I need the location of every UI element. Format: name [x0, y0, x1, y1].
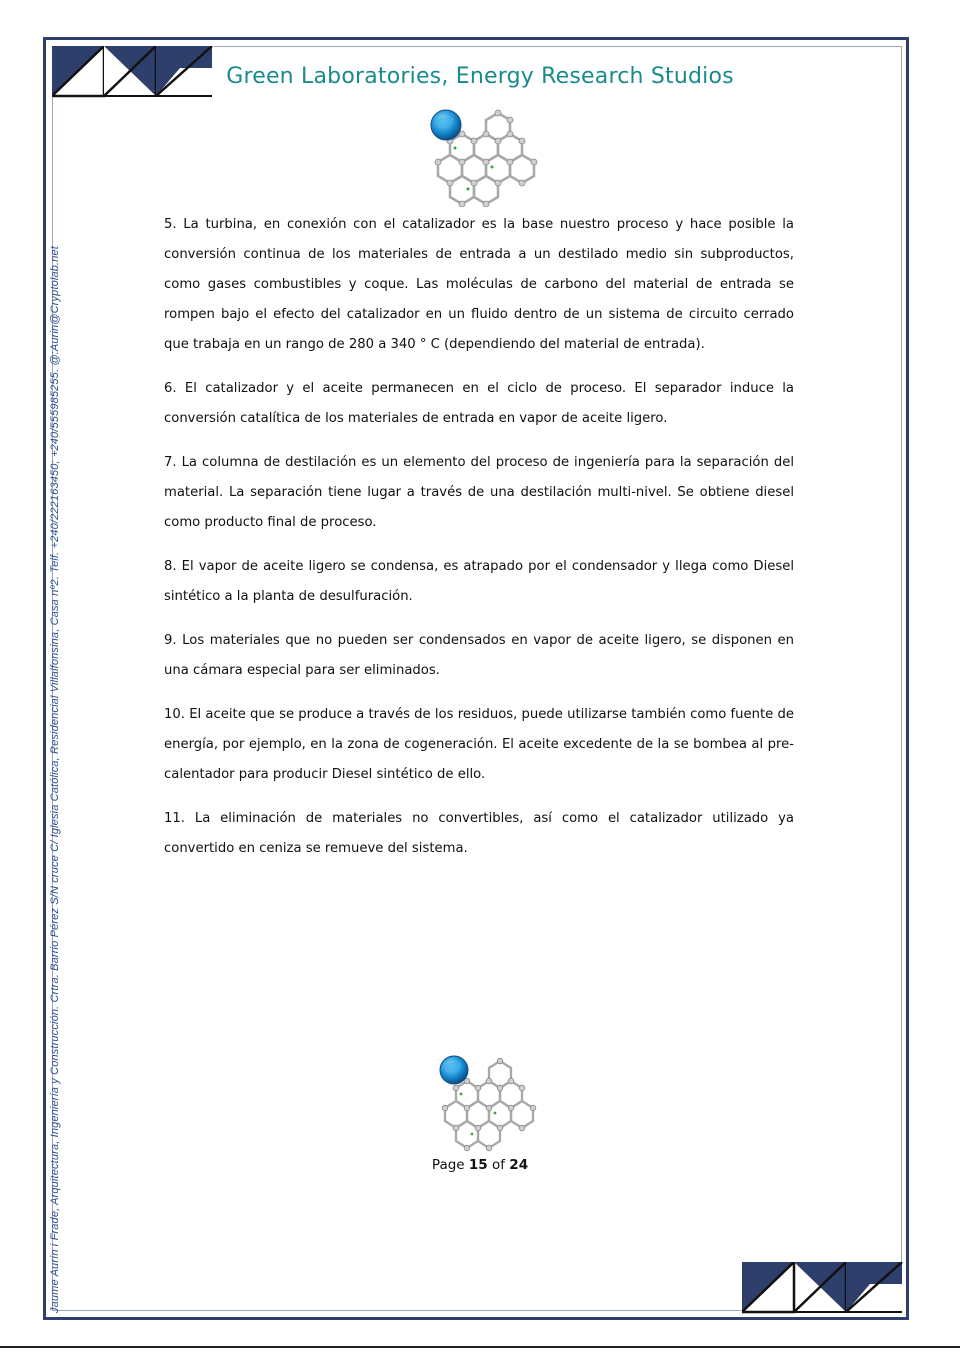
page-number-footer	[0, 1157, 960, 1173]
current-page-number: 15	[468, 1157, 488, 1173]
company-logo-bottom	[742, 1262, 904, 1314]
paragraph-5: 5. La turbina, en conexión con el catalizador es la base nuestro proceso y hace posible la conversión continua de los materiales de entrada a un destilado medio sin subproductos, como gases combustibles y coque. Las moléculas de carbono del material de entrada se rompen bajo el efecto del catalizador en un fluido dentro de un sistema de circuito cerrado que trabaja en un rango de 280 a 340 ° C (dependiendo del material de entrada).	[164, 217, 794, 352]
of-label: of	[491, 1157, 505, 1173]
molecule-logo-top	[410, 103, 540, 207]
page-label: Page	[431, 1157, 465, 1173]
paragraph-11: 11. La eliminación de materiales no convertibles, así como el catalizador utilizado ya convertido en ceniza se remueve del sistema.	[164, 811, 794, 856]
sidebar-contact-text: Jaume Aurín i Frade, Arquitectura, Ingeniería y Construcción. Crtra. Barrio Pérez S/N cruce C/ Iglesia Católica, Residencial Villalfonsina, Casa nº2. Telf. +240/222163450; +240/555985255. @:Aurin@Cryptolab.net	[49, 246, 61, 1313]
document-header-title	[0, 64, 960, 89]
paragraph-6: 6. El catalizador y el aceite permanecen en el ciclo de proceso. El separador induce la conversión catalítica de los materiales de entrada en vapor de aceite ligero.	[164, 381, 794, 426]
total-page-count: 24	[509, 1157, 529, 1173]
header-title-text: Green Laboratories, Energy Research Studios	[226, 64, 734, 89]
molecule-logo-bottom	[420, 1052, 538, 1152]
paragraph-10: 10. El aceite que se produce a través de los residuos, puede utilizarse también como fuente de energía, por ejemplo, en la zona de cogeneración. El aceite excedente de la se bombea al pre-calentador para producir Diesel sintético de ello.	[164, 707, 794, 782]
document-body	[164, 210, 794, 878]
paragraph-8: 8. El vapor de aceite ligero se condensa, es atrapado por el condensador y llega como Diesel sintético a la planta de desulfuración.	[164, 559, 794, 604]
paragraph-9: 9. Los materiales que no pueden ser condensados en vapor de aceite ligero, se disponen en una cámara especial para ser eliminados.	[164, 633, 794, 678]
page-bottom-rule	[0, 1346, 960, 1348]
paragraph-7: 7. La columna de destilación es un elemento del proceso de ingeniería para la separación del material. La separación tiene lugar a través de una destilación multi-nivel. Se obtiene diesel como producto final de proceso.	[164, 455, 794, 530]
